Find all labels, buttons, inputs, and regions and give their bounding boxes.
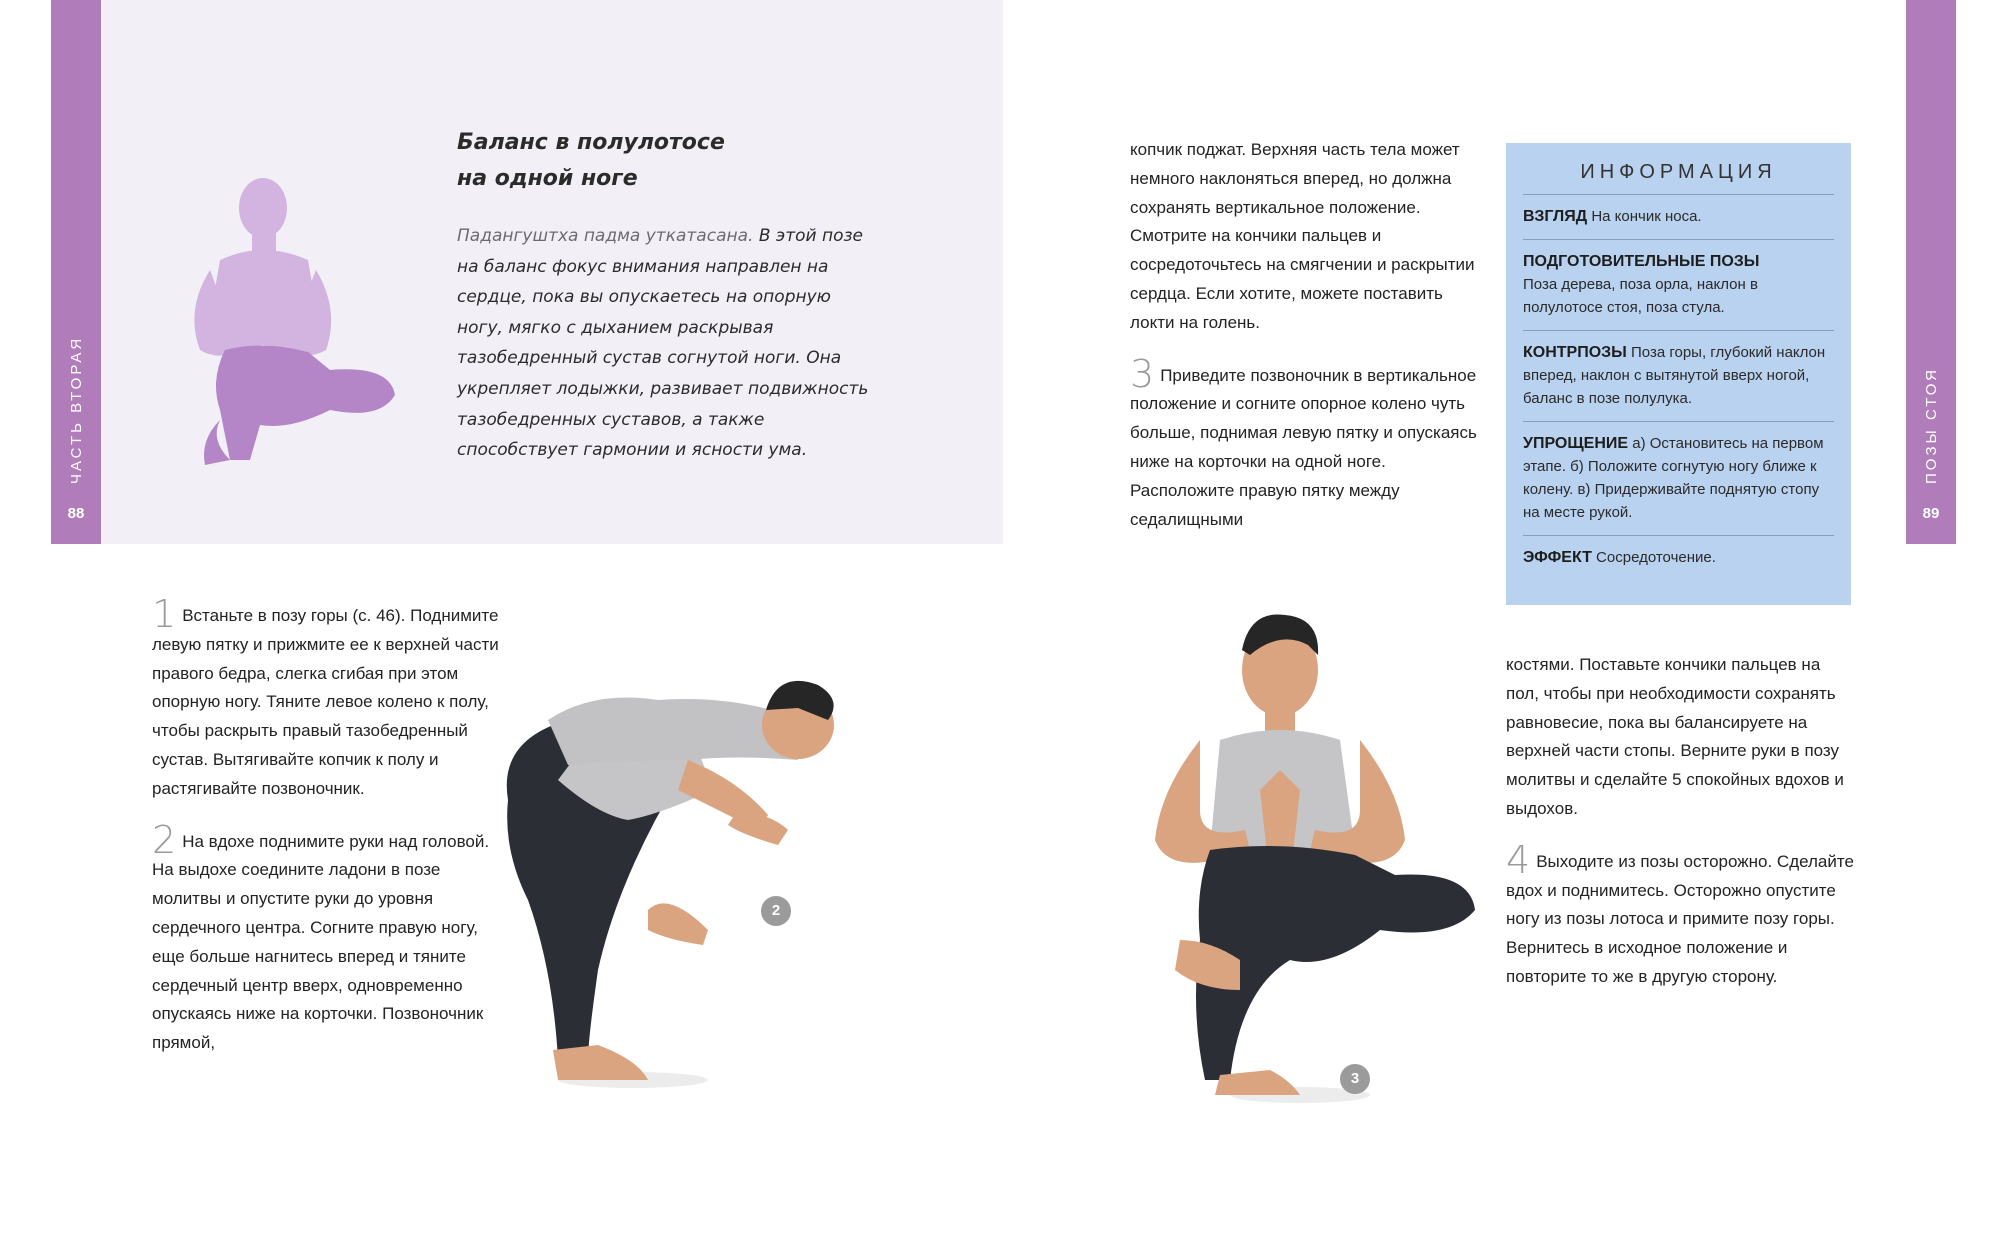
pose-photo-step-3: [1130, 610, 1480, 1110]
info-text: На кончик носа.: [1587, 208, 1702, 225]
right-column-text: [1506, 651, 1856, 992]
pose-silhouette-illustration: [180, 160, 400, 480]
info-box: [1506, 143, 1851, 605]
step-4-text: Выходите из позы осторожно. Сделайте вдох и поднимитесь. Осторожно опустите ногу из позы лотоса и примите позу горы. Вернитесь в исходное положение и повторите то же в другую сторону.: [1506, 851, 1854, 986]
figure-badge-2: 2: [761, 896, 791, 926]
step-1-number: 1: [152, 592, 177, 636]
left-column-text: [152, 592, 502, 1058]
step-3-text: Приведите позвоночник в вертикальное положение и согните опорное колено чуть больше, поднимая левую пятку и опускаясь ниже на корточки на одной ноге. Расположите правую пятку между седалищными: [1130, 365, 1477, 529]
info-label: КОНТРПОЗЫ: [1523, 344, 1627, 361]
right-section-label: ПОЗЫ СТОЯ: [1923, 367, 1940, 484]
pose-title: [457, 125, 877, 197]
info-text: Поза горы, глубокий наклон вперед, наклон с вытянутой вверх ногой, баланс в позе полулука.: [1523, 344, 1826, 407]
info-text: Поза дерева, поза орла, наклон в полулотосе стоя, поза стула.: [1523, 276, 1758, 316]
info-item-effect: [1523, 536, 1834, 580]
info-text: Сосредоточение.: [1591, 549, 1716, 566]
continued-text-2: костями. Поставьте кончики пальцев на пол, чтобы при необходимости сохранять равновесие, пока вы балансируете на верхней части стопы. Верните руки в позу молитвы и сделайте 5 спокойных вдохов и выдохов.: [1506, 655, 1844, 818]
left-section-tab: [51, 0, 101, 544]
pose-title-line2: на одной ноге: [457, 166, 638, 191]
info-item-preparatory: [1523, 240, 1834, 331]
info-label: УПРОЩЕНИЕ: [1523, 435, 1629, 452]
pose-photo-step-2: [498, 640, 858, 1100]
info-label: ПОДГОТОВИТЕЛЬНЫЕ ПОЗЫ: [1523, 253, 1760, 270]
step-2-number: 2: [152, 817, 177, 862]
step-3-number: 3: [1130, 351, 1155, 396]
step-4-number: 4: [1506, 837, 1531, 882]
left-section-label: ЧАСТЬ ВТОРАЯ: [68, 335, 85, 484]
info-title: ИНФОРМАЦИЯ: [1523, 153, 1834, 195]
info-item-gaze: [1523, 195, 1834, 240]
intro-text: В этой позе на баланс фокус внимания направлен на сердце, пока вы опускаетесь на опорную ногу, мягко с дыханием раскрывая тазобедренный сустав согнутой ноги. Она укрепляет лодыжки, развивает подвижность тазобедренных суставов, а также способствует гармонии и ясности ума.: [457, 226, 869, 461]
info-label: ЭФФЕКТ: [1523, 549, 1592, 566]
info-item-simplification: [1523, 422, 1834, 536]
step-2-text: На вдохе поднимите руки над головой. На выдохе соедините ладони в позе молитвы и опустите руки до уровня сердечного центра. Согните правую ногу, еще больше нагнитесь вперед и тяните сердечный центр вверх, одновременно опускаясь ниже на корточки. Позвоночник прямой,: [152, 831, 490, 1053]
middle-column-text: [1130, 136, 1480, 534]
step-1: [152, 592, 502, 804]
step-1-text: Встаньте в позу горы (с. 46). Поднимите левую пятку и прижмите ее к верхней части правого бедра, слегка сгибая при этом опорную ногу. Тяните левое колено к полу, чтобы раскрыть правый тазобедренный сустав. Вытягивайте копчик к полу и растягивайте позвоночник.: [152, 606, 499, 798]
figure-badge-3: 3: [1340, 1064, 1370, 1094]
pose-title-line1: Баланс в полулотосе: [457, 130, 725, 155]
step-2: [152, 817, 502, 1058]
info-label: ВЗГЛЯД: [1523, 208, 1588, 225]
step-3: [1130, 351, 1480, 535]
step-4: [1506, 837, 1856, 992]
right-section-tab: [1906, 0, 1956, 544]
continued-text: копчик поджат. Верхняя часть тела может немного наклоняться вперед, но должна сохранять вертикальное положение. Смотрите на кончики пальцев и сосредоточьтесь на смягчении и раскрытии сердца. Если хотите, можете поставить локти на голень.: [1130, 140, 1475, 332]
sanskrit-name: Падангуштха падма уткатасана.: [457, 226, 754, 246]
info-item-counterposes: [1523, 331, 1834, 422]
right-page-number: 89: [1922, 505, 1940, 522]
left-page-number: 88: [67, 505, 85, 522]
info-text: а) Остановитесь на первом этапе. б) Положите согнутую ногу ближе к колену. в) Придерживайте поднятую стопу на месте рукой.: [1523, 435, 1824, 521]
pose-intro: [457, 221, 877, 466]
